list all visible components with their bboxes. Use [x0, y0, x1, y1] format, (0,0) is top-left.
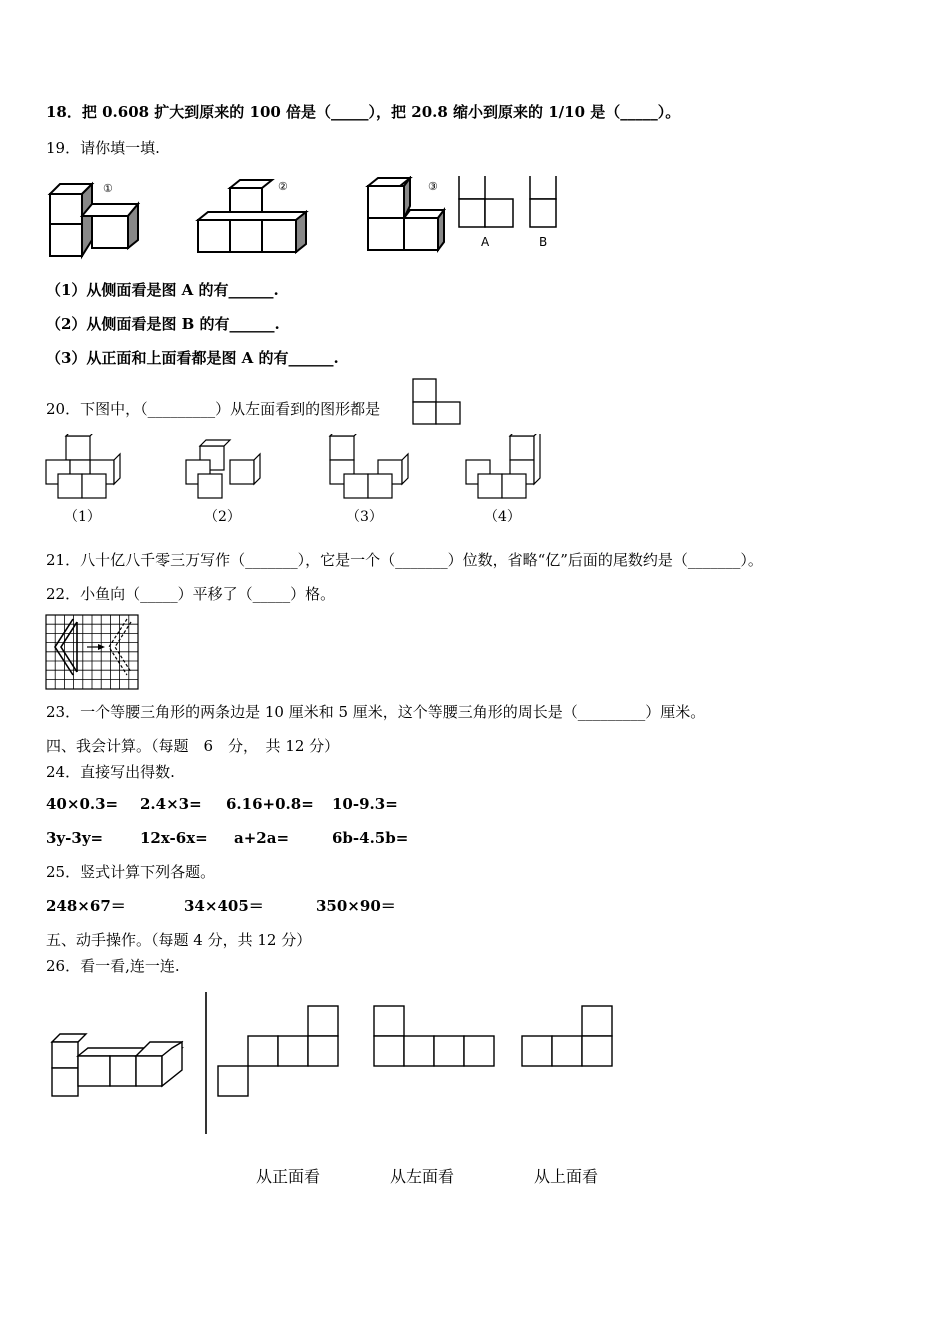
q26-view-1 [218, 1006, 338, 1096]
q20-caption-2: （2） [204, 509, 241, 525]
q20-caption-1: （1） [64, 509, 101, 525]
q20-text-before: 20．下图中，（_________）从左面看到的图形都是 [46, 400, 381, 418]
question-26-title: 26．看一看,连一连. [46, 957, 180, 975]
q19-view-a [459, 176, 513, 227]
q22-fish-grid [45, 614, 141, 692]
q19-view-b [530, 176, 556, 227]
q26-view-label-left: 从左面看 [390, 1167, 455, 1186]
section-4-heading: 四、我会计算。（每题 6 分， 共 12 分） [46, 737, 340, 755]
q25-item-3: 350×90＝ [316, 897, 396, 915]
q24-r2-c4: 6b-4.5b= [332, 829, 409, 847]
q19-label-b: B [539, 235, 548, 249]
q20-figure-4 [466, 434, 540, 498]
q24-r1-c4: 10-9.3= [332, 795, 398, 813]
q19-sub-1: （1）从侧面看是图 A 的有______. [46, 281, 279, 299]
q19-label-3: ③ [428, 180, 438, 193]
q26-view-label-top: 从上面看 [534, 1167, 599, 1186]
question-21: 21．八十亿八千零三万写作（_______），它是一个（_______）位数，省略“亿”后面的尾数约是（_______）。 [46, 551, 763, 569]
q19-label-a: A [481, 235, 490, 249]
q24-r1-c3: 6.16+0.8= [226, 795, 314, 813]
q19-figures [46, 176, 566, 266]
q26-figures [46, 988, 626, 1138]
q20-figures [42, 434, 552, 504]
q24-r2-c1: 3y-3y= [46, 829, 104, 847]
question-18: 18．把 0.608 扩大到原来的 100 倍是（_____），把 20.8 缩小到原来的 1/10 是（_____）。 [46, 103, 681, 121]
q19-figure-1 [50, 184, 138, 256]
q20-left-view-figure [412, 378, 462, 426]
q26-view-3 [522, 1006, 612, 1066]
section-5-heading: 五、动手操作。（每题 4 分，共 12 分） [46, 931, 312, 949]
q20-caption-3: （3） [346, 509, 383, 525]
q20-caption-4: （4） [484, 509, 521, 525]
question-20 [46, 394, 443, 419]
q19-label-1: ① [103, 182, 113, 195]
q26-solid [52, 1034, 182, 1096]
q19-sub-2: （2）从侧面看是图 B 的有______. [46, 315, 280, 333]
q26-view-label-front: 从正面看 [256, 1167, 321, 1186]
q24-r2-c2: 12x-6x= [140, 829, 208, 847]
q19-sub-3: （3）从正面和上面看都是图 A 的有______. [46, 349, 339, 367]
q24-r2-c3: a+2a= [234, 829, 290, 847]
q24-r1-c2: 2.4×3= [140, 795, 202, 813]
q20-figure-3 [330, 434, 408, 498]
question-25-title: 25．竖式计算下列各题。 [46, 863, 216, 881]
question-23: 23．一个等腰三角形的两条边是 10 厘米和 5 厘米，这个等腰三角形的周长是（_________）厘米。 [46, 703, 706, 721]
q19-label-2: ② [278, 180, 288, 193]
q25-item-2: 34×405＝ [184, 897, 264, 915]
question-22: 22．小鱼向（_____）平移了（_____）格。 [46, 585, 336, 603]
question-19-title: 19．请你填一填. [46, 139, 160, 157]
q19-figure-2 [198, 180, 306, 252]
question-24-title: 24．直接写出得数. [46, 763, 175, 781]
q20-figure-2 [186, 440, 260, 498]
q24-r1-c1: 40×0.3= [46, 795, 119, 813]
q26-view-2 [374, 1006, 494, 1066]
q25-item-1: 248×67＝ [46, 897, 126, 915]
q20-figure-1 [46, 434, 120, 498]
